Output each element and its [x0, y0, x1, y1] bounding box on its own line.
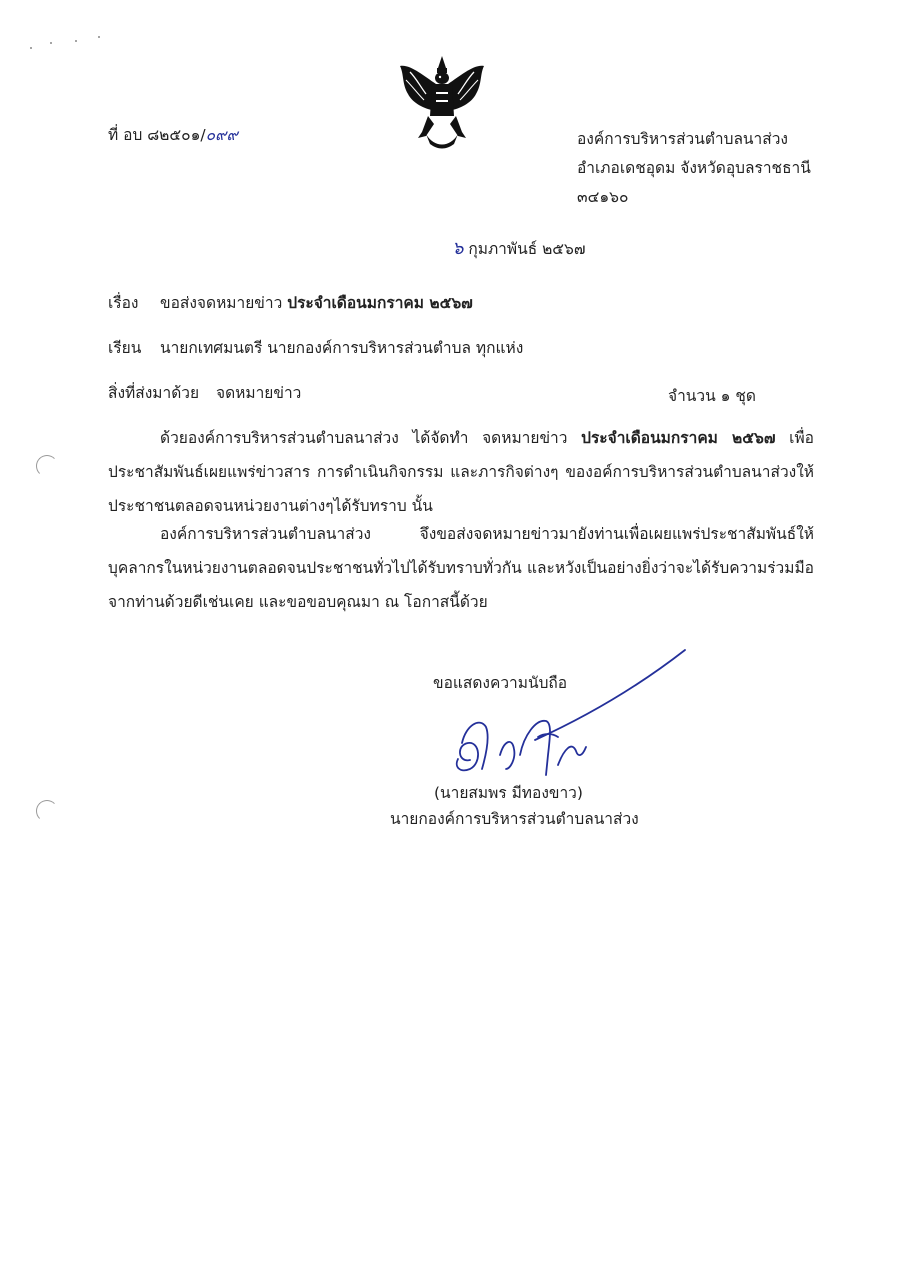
punch-hole — [36, 455, 58, 477]
scan-speck — [75, 40, 77, 42]
enclosure-quantity: จำนวน ๑ ชุด — [668, 387, 756, 405]
letter-date — [452, 233, 586, 262]
handwritten-signature — [440, 645, 690, 780]
paragraph1-start: ด้วยองค์การบริหารส่วนตำบลนาส่วง ได้จัดทำ จดหมายข่าว — [160, 429, 582, 447]
scan-speck — [50, 42, 52, 44]
reference-prefix: ที่ อบ ๘๒๕๐๑/ — [108, 126, 206, 144]
punch-hole — [36, 800, 58, 822]
date-handwritten-day: ๖ — [452, 238, 464, 259]
reference-number — [108, 122, 238, 147]
recipient-text: นายกเทศมนตรี นายกองค์การบริหารส่วนตำบล ทุกแห่ง — [160, 339, 524, 357]
closing-regards: ขอแสดงความนับถือ — [433, 674, 568, 692]
subject-text — [160, 290, 473, 315]
paragraph1-end: เพื่อประชาสัมพันธ์เผยแพร่ข่าวสาร การดำเนินกิจกรรม และภารกิจต่างๆ ของอค์การบริหารส่วนตำบลนาส่วงให้ประชาชนตลอดจนหน่วยงานต่างๆได้รับทราบ นั้น — [108, 429, 814, 515]
date-rest: กุมภาพันธ์ ๒๕๖๗ — [463, 240, 586, 258]
org-postcode: ๓๔๑๖๐ — [577, 188, 629, 206]
paragraph1-bold: ประจำเดือนมกราคม ๒๕๖๗ — [581, 429, 776, 447]
subject-bold: ประจำเดือนมกราคม ๒๕๖๗ — [287, 294, 473, 312]
subject-label: เรื่อง — [108, 294, 139, 312]
signer-name: (นายสมพร มีทองขาว) — [434, 784, 583, 802]
org-name: องค์การบริหารส่วนตำบลนาส่วง — [577, 130, 788, 148]
scan-speck — [30, 47, 32, 49]
enclosure-text: จดหมายข่าว — [216, 384, 302, 402]
scan-speck — [98, 36, 100, 38]
paragraph2-text: องค์การบริหารส่วนตำบลนาส่วง จึงขอส่งจดหมายข่าวมายังท่านเพื่อเผยแพร่ประชาสัมพันธ์ให้บุคลากรในหน่วยงานตลอดจนประชาชนทั่วไปได้รับทราบทั่วกัน และหวังเป็นอย่างยิ่งว่าจะได้รับความร่วมมือจากท่านด้วยดีเช่นเคย และขอขอบคุณมา ณ โอกาสนี้ด้วย — [108, 525, 814, 611]
reference-handwritten: ๐๙๙ — [205, 126, 238, 144]
recipient-label: เรียน — [108, 339, 142, 357]
garuda-emblem — [396, 54, 488, 150]
signer-position: นายกองค์การบริหารส่วนตำบลนาส่วง — [390, 810, 639, 828]
body-paragraph-1 — [108, 421, 814, 523]
subject-plain: ขอส่งจดหมายข่าว — [160, 294, 288, 312]
body-paragraph-2 — [108, 517, 814, 619]
org-district: อำเภอเดชอุดม จังหวัดอุบลราชธานี — [577, 159, 811, 177]
enclosure-label: สิ่งที่ส่งมาด้วย — [108, 384, 200, 402]
